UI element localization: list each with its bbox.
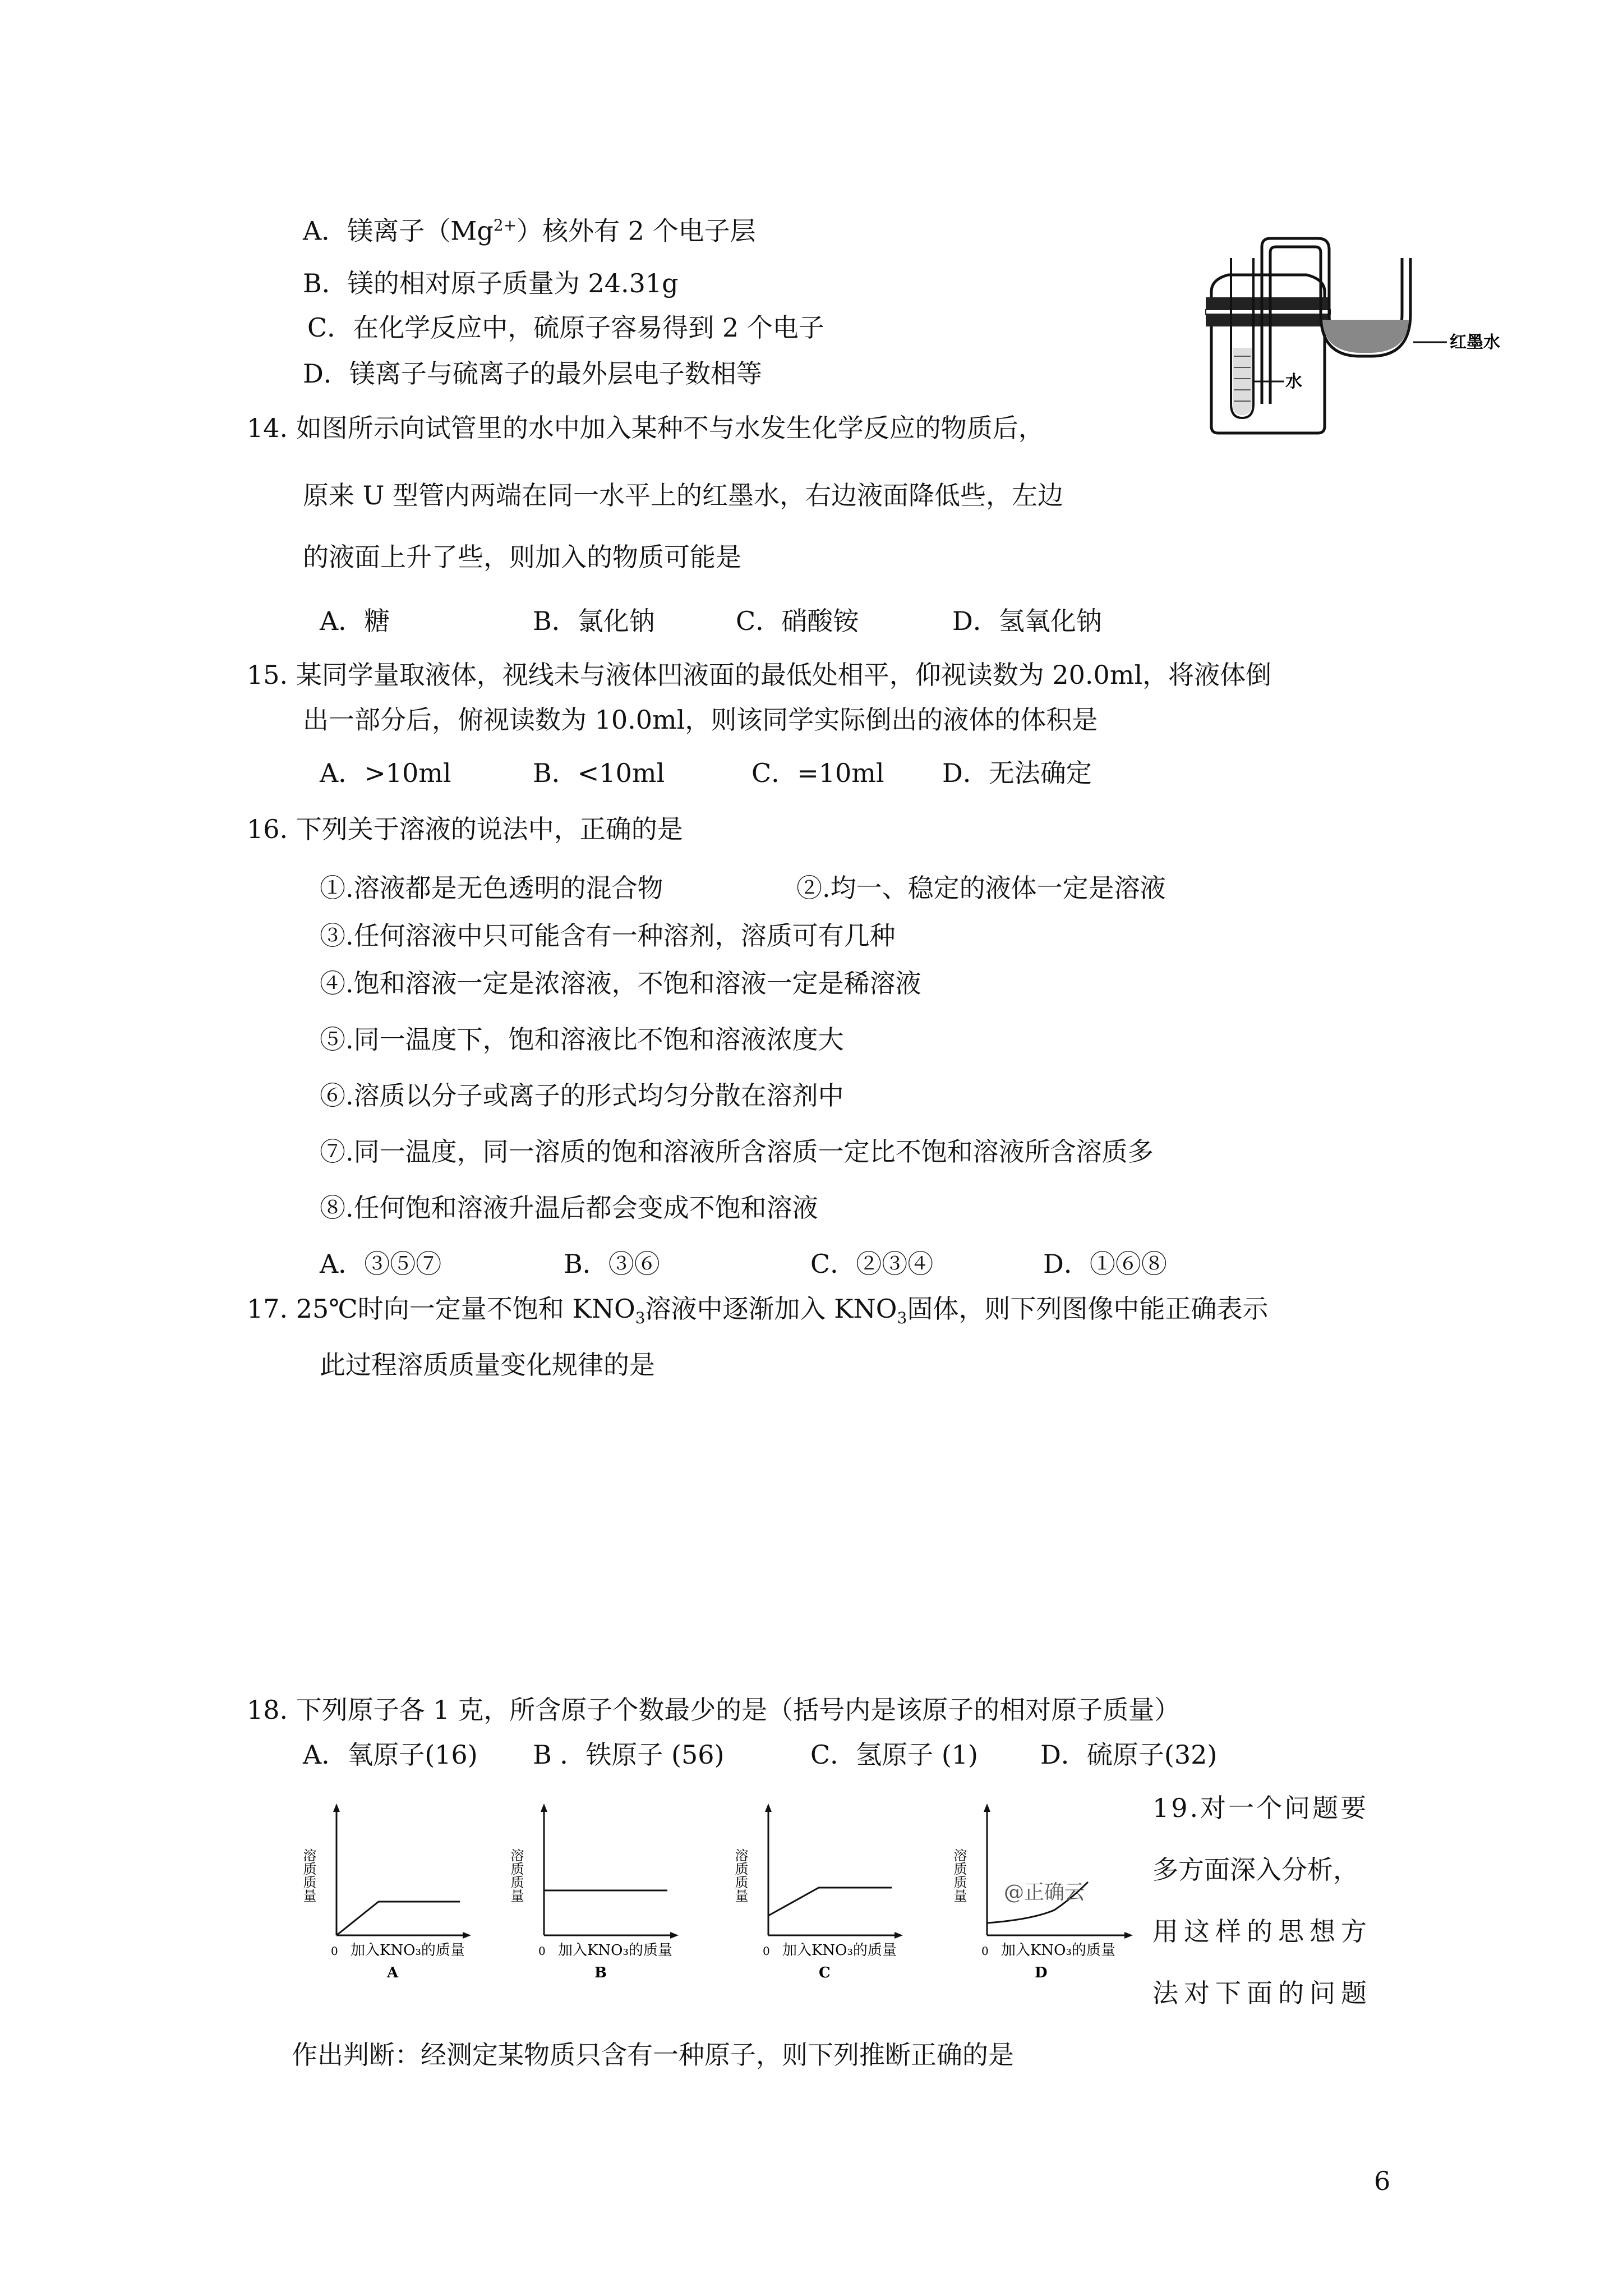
svg-text:溶质质量: 溶质质量 — [508, 1848, 524, 1902]
q17-graph-a — [297, 1795, 477, 1986]
q18-option-b: B ．铁原子 (56) — [533, 1740, 725, 1770]
red-ink-label: 红墨水 — [1450, 333, 1500, 352]
svg-text:D: D — [1035, 1964, 1048, 1981]
q13-option-b: B．镁的相对原子质量为 24.31g — [303, 268, 679, 298]
q18-option-a: A．氧原子(16) — [303, 1740, 478, 1770]
svg-text:溶质质量: 溶质质量 — [301, 1848, 316, 1902]
q19-line-1: 19.对一个问题要 — [1152, 1793, 1369, 1823]
q16-item-6: ⑥.溶质以分子或离子的形式均匀分散在溶剂中 — [320, 1080, 844, 1111]
water-label: 水 — [1285, 372, 1302, 392]
q14-option-a: A．糖 — [320, 606, 390, 636]
q18-option-d: D．硫原子(32) — [1040, 1740, 1218, 1770]
q17-stem-line2: 此过程溶质质量变化规律的是 — [320, 1350, 655, 1380]
q14-stem-line1: 14. 如图所示向试管里的水中加入某种不与水发生化学反应的物质后， — [247, 413, 1044, 443]
q16-stem: 16. 下列关于溶液的说法中，正确的是 — [247, 814, 683, 844]
q16-item-8: ⑧.任何饱和溶液升温后都会变成不饱和溶液 — [320, 1193, 818, 1223]
svg-text:C: C — [819, 1964, 831, 1981]
q16-option-c: C．②③④ — [810, 1249, 934, 1279]
svg-text:溶质质量: 溶质质量 — [951, 1848, 967, 1902]
svg-text:加入KNO₃的质量: 加入KNO₃的质量 — [1001, 1942, 1115, 1959]
svg-text:溶质质量: 溶质质量 — [732, 1848, 748, 1902]
q14-stem-line3: 的液面上升了些，则加入的物质可能是 — [303, 542, 741, 572]
q15-option-b: B．<10ml — [533, 758, 665, 788]
q16-item-3: ③.任何溶液中只可能含有一种溶剂，溶质可有几种 — [320, 921, 896, 951]
svg-text:0: 0 — [763, 1944, 770, 1958]
q19-line-2: 多方面深入分析， — [1152, 1855, 1359, 1885]
q17-graph-c — [729, 1795, 909, 1986]
svg-text:0: 0 — [331, 1944, 338, 1958]
q18-stem: 18. 下列原子各 1 克，所含原子个数最少的是（括号内是该原子的相对原子质量） — [247, 1695, 1181, 1725]
q15-stem-line1: 15. 某同学量取液体，视线未与液体凹液面的最低处相平，仰视读数为 20.0ml，将液体倒 — [247, 660, 1272, 690]
q14-option-d: D．氢氧化钠 — [952, 606, 1102, 636]
q16-item-5: ⑤.同一温度下，饱和溶液比不饱和溶液浓度大 — [320, 1024, 844, 1055]
svg-text:加入KNO₃的质量: 加入KNO₃的质量 — [782, 1942, 897, 1959]
q19-line-3: 用这样的思想方 — [1152, 1916, 1372, 1947]
q17-graph-b — [505, 1795, 684, 1986]
q13-option-d: D．镁离子与硫离子的最外层电子数相等 — [303, 358, 762, 389]
q16-item-2: ②.均一、稳定的液体一定是溶液 — [796, 873, 1166, 903]
q19-line-4: 法对下面的问题 — [1152, 1978, 1372, 2008]
svg-text:B: B — [594, 1964, 607, 1981]
q16-item-4: ④.饱和溶液一定是浓溶液，不饱和溶液一定是稀溶液 — [320, 968, 921, 999]
svg-text:加入KNO₃的质量: 加入KNO₃的质量 — [351, 1942, 465, 1959]
q14-option-b: B．氯化钠 — [533, 606, 655, 636]
q15-option-c: C．=10ml — [751, 758, 884, 788]
svg-text:加入KNO₃的质量: 加入KNO₃的质量 — [558, 1942, 672, 1959]
svg-text:0: 0 — [981, 1944, 989, 1958]
q16-option-b: B．③⑥ — [564, 1249, 660, 1279]
q13-option-c: C．在化学反应中，硫原子容易得到 2 个电子 — [307, 312, 824, 343]
q18-option-c: C．氢原子 (1) — [810, 1740, 978, 1770]
q17-stem-line1: 17. 25℃时向一定量不饱和 $KNO_3$溶液中逐渐加入 $KNO_3$固体，则下列图像中能正确表示 — [247, 1294, 1269, 1328]
q19-tail: 作出判断：经测定某物质只含有一种原子，则下列推断正确的是 — [292, 2040, 1014, 2070]
q16-item-1: ①.溶液都是无色透明的混合物 — [320, 873, 663, 903]
svg-text:0: 0 — [538, 1944, 546, 1958]
q13-option-a: A．镁离子$(Mg^{2+})$核外有 2 个电子层 — [303, 215, 756, 246]
q14-option-c: C．硝酸铵 — [736, 606, 859, 636]
q15-option-d: D．无法确定 — [942, 758, 1092, 788]
watermark: @正确云 — [1004, 1881, 1085, 1904]
u-tube-apparatus-figure — [1166, 236, 1503, 438]
q16-option-a: A．③⑤⑦ — [320, 1249, 442, 1279]
q16-option-d: D．①⑥⑧ — [1043, 1249, 1167, 1279]
svg-text:A: A — [387, 1964, 399, 1981]
q16-item-7: ⑦.同一温度，同一溶质的饱和溶液所含溶质一定比不饱和溶液所含溶质多 — [320, 1137, 1154, 1167]
q15-option-a: A．>10ml — [320, 758, 451, 788]
page-number: 6 — [1374, 2166, 1391, 2196]
q14-stem-line2: 原来 U 型管内两端在同一水平上的红墨水，右边液面降低些，左边 — [303, 480, 1064, 510]
q15-stem-line2: 出一部分后，俯视读数为 10.0ml，则该同学实际倒出的液体的体积是 — [303, 705, 1098, 735]
q17-graph-d — [948, 1795, 1138, 1986]
